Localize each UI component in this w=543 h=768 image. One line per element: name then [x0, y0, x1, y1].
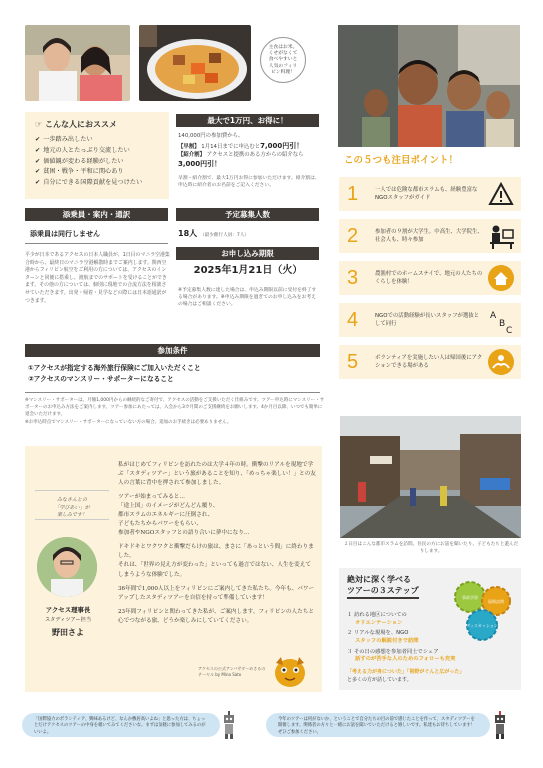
step-text: ３ その日の感想を参加者同士でシェア: [347, 648, 439, 655]
point-text: 参加者の９割が大学生。中高生、大学院生、社会人も、時々参加: [375, 229, 483, 244]
capacity-title: 予定募集人数: [176, 208, 319, 221]
accompany-main: 添乗員は同行しません: [30, 230, 100, 238]
step-item: [347, 612, 457, 627]
recommend-item-text: 一歩踏み出したい: [43, 135, 93, 143]
intro-text: アクセスと提携のある方からの紹介なら: [206, 151, 304, 158]
story-paragraph: 36年間で1,000人以上をフィリピンにご案内してきた私たち。今年も、パワーアップしたスタディツアーを自信を持って準備しています！: [118, 585, 315, 601]
avatar: [37, 537, 97, 597]
step-item: [347, 649, 457, 664]
svg-text:A: A: [490, 311, 497, 321]
early-label: 【早割】: [178, 143, 200, 150]
points-title: この５つも注目ポイント！: [344, 155, 459, 166]
point-number: 5: [347, 351, 359, 373]
intro-label: 【紹介割】: [178, 151, 205, 158]
early-discount: [178, 141, 320, 152]
gear-label-2: 現場訪問: [488, 599, 504, 604]
recommend-item: [35, 136, 159, 144]
intro-amount: 3,000円引！: [178, 160, 222, 169]
point-number: 3: [347, 267, 359, 289]
steps-list: [347, 612, 457, 667]
discount-line1: 140,000円の参加費から、: [178, 133, 244, 139]
student-icon: [487, 222, 515, 250]
steps-foot-highlight: 「考える力が身についた」「視野がぐんと広がった」: [347, 669, 465, 675]
deadline-note: ※予定募集人数に達した場合は、申込み期限以前に受付を終了する場合があります。※申込み期限を過ぎてのお申し込みをお考えの場合はご相談ください。: [178, 288, 317, 308]
recommend-title-text: こんな人におススメ: [44, 120, 117, 129]
abc-icon: [487, 306, 515, 334]
step-item: [347, 630, 457, 645]
point-item: [339, 261, 521, 295]
divider: [25, 392, 320, 393]
deadline-date: 2025年1月21日（火）: [193, 265, 303, 276]
footer-left-message: 「国際協力のボランティア、興味あるけど、なんか敷居高いよね」と思った方は、ちょっとだけアクセスのツアーの中身を覗いてみてくださいな。まずは気軽に参加してみるのがいいよ。: [22, 713, 220, 737]
story-text: [118, 461, 316, 631]
recommend-item-text: 地元の人とたっぷり交流したい: [43, 146, 130, 154]
point-number: 4: [347, 309, 359, 331]
step-text: ２ リアルな現場を、NGO: [347, 630, 409, 637]
intro-discount: [178, 152, 320, 171]
story-paragraph: ツアーが始まってみると… 「途上国」のイメージがどんどん覆り、 都市スラムのエネルギーに圧倒され、 子どもたちからパワーをもらい、 参加者やNGOスタッフとの語り合いに夢中になり…: [118, 494, 250, 537]
discount-note: 早割・紹介割で、最大1万円お得に参加いただけます。紹介割は、申込時に紹介者のお名前をご記入ください。: [178, 176, 320, 188]
mascot-caption: アクセスの公式アンバサダーめさるのテーヤル by Mina Sato: [198, 666, 266, 677]
conditions-list: [28, 363, 318, 386]
early-amount: 7,000円引！: [260, 141, 304, 150]
steps-title: [347, 575, 419, 599]
bubble-text: 主食はお米。 くせがなくて 食べやすいと 人気のフィリ ピン料理！: [268, 45, 298, 75]
point-number: 1: [347, 183, 359, 205]
steps-footer: [347, 669, 517, 684]
step-text: １ 訪れる地区についての: [347, 612, 407, 618]
recommend-item: [35, 179, 159, 187]
footer-right-message: 今年のツアーは何がないか、ということで自分たちの目の前で感じたことを作って、スタディツアーを開催します。関係者の方々と一緒にお話を聞いていただけると嬉しいです。私達もお待ちしています！ぜひご参加ください。: [266, 713, 490, 737]
point-text: 農漁村でのホームステイで、地元の人たちのくらしを体験！: [375, 271, 483, 286]
point-text: 一人では危険な都市スラムも、経験豊富なNGOスタッフがガイド: [375, 187, 478, 202]
robot-icon: [493, 711, 507, 739]
step-highlight: スタッフの解説付きで訪問: [355, 638, 419, 645]
capacity-sub: （最少催行人員：7人）: [200, 233, 250, 238]
mascot-illustration: [271, 655, 309, 689]
capacity-number: 18人: [178, 229, 198, 238]
photo-girls-smiling: [25, 25, 130, 101]
speech-bubble: [260, 37, 306, 83]
hands-icon: [487, 348, 515, 376]
story-paragraph: 23年間フィリピンと関わってきた私が、ご案内します。フィリピンの人たちと心でつながる旅、どうか楽しみにしていてください。: [118, 608, 314, 624]
recommend-item-text: 貧困・戦争・平和に関心あり: [43, 168, 124, 176]
condition-2: ②アクセスのマンスリー・サポーターになること: [28, 375, 174, 384]
conditions-note: [25, 397, 325, 426]
gear-label-3: ディスカッション: [466, 623, 498, 628]
discount-details: [178, 133, 320, 170]
early-text: 1月14日までに申込むと: [201, 143, 261, 150]
gears-illustration: [450, 579, 516, 643]
steps-title-line1: 絶対に深く学べる: [347, 575, 411, 584]
step-highlight: 話すのが苦手な人のためのフォローも充実: [355, 656, 456, 663]
conditions-note-1: ※マンスリー・サポーターは、月額1,000円からの継続的なご寄付で、アクセスの活動をご支援いただく仕組みです。ツアー申込時にマンスリー・サポーターのお申込み方法をご案内します。ツアー参加にあたっては、入会から3カ月間のご支援継続をお願いします。4か月目以降、いつでも簡単に退会いただけます。: [25, 398, 325, 418]
divider: [25, 243, 168, 244]
svg-text:C: C: [506, 326, 513, 334]
point-item: [339, 345, 521, 379]
point-item: [339, 219, 521, 253]
accompany-text: 平少が日本であるアクセスの日本人職員が、1日目のマニラ空港集合時から、最終日のマニラ空港解散時までご案内します。関西空港からフィリピン航空をご利用の方については、アクセスのインターンと同便に搭乗し、渡航までのサポートを受けることができます。その他の方については、個別に現地での合流方法を相談させていただきます。出発・帰着・見学などの際には日本語通訳がつきます。: [25, 252, 170, 304]
check-icon: ✔: [35, 146, 41, 154]
story-paragraph: 私がはじめてフィリピンを訪れたのは大学４年の時。衝撃のリアルを現地で学ぶ「スタディツアー」という旅があることを知り、「めっちゃ楽しい！」との友人の言葉に背中を押されて参加しました。: [118, 462, 316, 487]
robot-icon: [222, 711, 236, 739]
check-icon: ✔: [35, 135, 41, 143]
point-number: 2: [347, 225, 359, 247]
condition-1: ①アクセスが指定する海外旅行保険にご加入いただくこと: [28, 364, 201, 372]
photo-filipino-food: [139, 25, 251, 101]
point-text: ボランティアを実施したい人は帰国後にアクションできる場がある: [375, 355, 483, 370]
staff-quote: みなさんとの 「学びあい」が 楽しみです！: [54, 497, 90, 518]
house-icon: [487, 264, 515, 292]
recommend-item: [35, 147, 159, 155]
discount-title: 最大で1万円、お得に！: [176, 114, 319, 127]
deadline-title: お申し込み期限: [176, 247, 319, 260]
recommend-item-text: 価値観が変わる経験がしたい: [43, 157, 124, 165]
point-item: [339, 177, 521, 211]
steps-foot-text: と多くの方が話しています。: [347, 676, 412, 683]
accompany-title: 添乗員・案内・通訳: [25, 208, 168, 221]
recommend-item-text: 自分にできる国際貢献を見つけたい: [43, 179, 143, 187]
recommend-item: [35, 158, 159, 166]
conditions-title: 参加条件: [25, 344, 320, 357]
staff-role: アクセス理事長: [45, 606, 91, 614]
conditions-note-2: ※お申込時点でマンスリー・サポーターになっていない方の場合、追加のお手続きは必要ありません。: [25, 419, 232, 425]
svg-text:B: B: [499, 319, 506, 329]
check-icon: ✔: [35, 168, 41, 176]
point-text: NGOでの活動経験が長いスタッフが選抜として同行: [375, 313, 480, 328]
capacity-main: [178, 229, 249, 240]
photo-caption: ２日目はこんな都市スラムを訪問。住民の方にお話を聞いたり、子どもたちと遊んだりします。: [343, 542, 519, 554]
gear-label-1: 事前学習: [462, 595, 478, 600]
photo-slum-street: [340, 416, 521, 538]
recommend-item: [35, 168, 159, 176]
check-icon: ✔: [35, 157, 41, 165]
steps-title-line2: ツアーの３ステップ: [347, 586, 419, 599]
recommend-box: [25, 112, 169, 199]
photo-children-slum: [338, 25, 520, 147]
staff-name: 野田さよ: [52, 628, 84, 637]
staff-role-sub: スタディツアー担当: [44, 617, 92, 623]
step-highlight: オリエンテーション: [355, 619, 403, 626]
point-item: [339, 303, 521, 337]
warning-icon: [487, 180, 515, 208]
story-paragraph: ドキドキとワクワクと衝撃だらけの旅は、まさに「あっという間」に終わりました。 それは、「世界の見え方が変わった」といっても過言ではない、人生を変えてしまうような体験でした。: [118, 544, 314, 578]
recommend-title: ☞ こんな人におススメ: [35, 120, 117, 129]
check-icon: ✔: [35, 179, 41, 187]
